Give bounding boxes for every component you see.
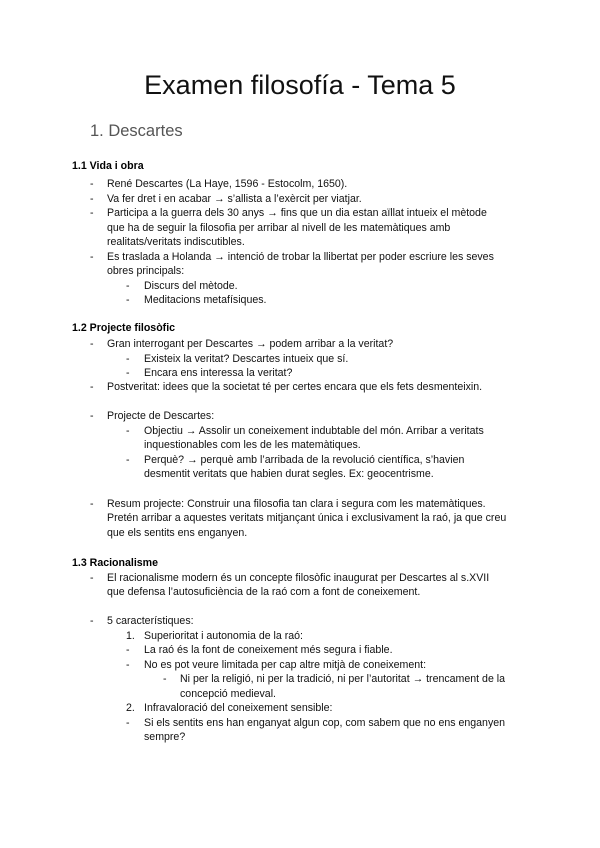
numbered-marker: 1. xyxy=(126,630,135,642)
list-item-continuation: obres principals: xyxy=(107,265,185,277)
sub-list-item: Si els sentits ens han enganyat algun cop, com sabem que no ens enganyen xyxy=(144,717,506,729)
sub-list-item-continuation: sempre? xyxy=(144,731,186,743)
list-item: Va fer dret i en acabar → s’allista a l’exèrcit per viatjar. xyxy=(107,193,362,205)
sub-list-item: La raó és la font de coneixement més segura i fiable. xyxy=(144,644,393,656)
subsection-heading-projecte: 1.2 Projecte filosòfic xyxy=(72,322,176,334)
subsection-heading-vida: 1.1 Vida i obra xyxy=(72,160,144,172)
sub-list-item: Objectiu → Assolir un coneixement indubtable del món. Arribar a veritats xyxy=(144,425,484,437)
sub-list-item: Discurs del mètode. xyxy=(144,280,238,292)
sub-list-item: Perquè? → perquè amb l’arribada de la revolució científica, s’havien xyxy=(144,454,465,466)
list-item-continuation: que defensa l’autosuficiència de la raó com a font de coneixement. xyxy=(107,586,421,598)
sub-sub-list-item-continuation: concepció medieval. xyxy=(180,688,276,700)
sub-list-item-continuation: inquestionables com les de les matemàtiques. xyxy=(144,439,361,451)
list-item-continuation: Pretén arribar a aquestes veritats mitjançant única i exclusivament la raó, ja que creu xyxy=(107,512,507,524)
sub-bullet-marker: - xyxy=(126,644,130,656)
bullet-marker: - xyxy=(90,381,94,393)
list-item: Postveritat: idees que la societat té per certes encara que els fets desmenteixin. xyxy=(107,381,483,393)
bullet-marker: - xyxy=(90,572,94,584)
bullet-marker: - xyxy=(90,178,94,190)
subsection-heading-racionalisme: 1.3 Racionalisme xyxy=(72,557,158,569)
sub-bullet-marker: - xyxy=(126,717,130,729)
list-item-continuation: realitats/veritats indiscutibles. xyxy=(107,236,245,248)
bullet-marker: - xyxy=(90,338,94,350)
list-item: El racionalisme modern és un concepte filosòfic inaugurat per Descartes al s.XVII xyxy=(107,572,490,584)
numbered-item: Infravaloració del coneixement sensible: xyxy=(144,702,333,714)
section-heading: 1. Descartes xyxy=(90,122,183,140)
sub-bullet-marker: - xyxy=(126,659,130,671)
sub-list-item: Existeix la veritat? Descartes intueix que sí. xyxy=(144,353,349,365)
list-item: Es traslada a Holanda → intenció de trobar la llibertat per poder escriure les seves xyxy=(107,251,494,263)
bullet-marker: - xyxy=(90,615,94,627)
sub-list-item: Meditacions metafísiques. xyxy=(144,294,267,306)
list-item: 5 característiques: xyxy=(107,615,194,627)
sub-bullet-marker: - xyxy=(126,294,130,306)
list-item: Projecte de Descartes: xyxy=(107,410,215,422)
sub-bullet-marker: - xyxy=(126,425,130,437)
bullet-marker: - xyxy=(90,410,94,422)
document-title: Examen filosofía - Tema 5 xyxy=(144,70,456,100)
sub-bullet-marker: - xyxy=(126,280,130,292)
sub-bullet-marker: - xyxy=(126,454,130,466)
bullet-marker: - xyxy=(90,193,94,205)
sub-list-item: Encara ens interessa la veritat? xyxy=(144,367,293,379)
sub-bullet-marker: - xyxy=(126,367,130,379)
bullet-marker: - xyxy=(90,207,94,219)
sub-bullet-marker: - xyxy=(126,353,130,365)
list-item-continuation: que ha de seguir la filosofia per arribar al nivell de les matemàtiques amb xyxy=(107,222,451,234)
bullet-marker: - xyxy=(90,251,94,263)
sub-list-item: No es pot veure limitada per cap altre mitjà de coneixement: xyxy=(144,659,427,671)
sub-sub-bullet-marker: - xyxy=(163,673,167,685)
bullet-marker: - xyxy=(90,498,94,510)
sub-sub-list-item: Ni per la religió, ni per la tradició, ni per l’autoritat → trencament de la xyxy=(180,673,506,685)
sub-list-item-continuation: desmentit veritats que habien durat segles. Ex: geocentrisme. xyxy=(144,468,434,480)
list-item: Gran interrogant per Descartes → podem arribar a la veritat? xyxy=(107,338,394,350)
list-item: Resum projecte: Construir una filosofia tan clara i segura com les matemàtiques. xyxy=(107,498,486,510)
numbered-marker: 2. xyxy=(126,702,135,714)
list-item-continuation: que els sentits ens enganyen. xyxy=(107,527,248,539)
numbered-item: Superioritat i autonomia de la raó: xyxy=(144,630,303,642)
list-item: René Descartes (La Haye, 1596 - Estocolm, 1650). xyxy=(107,178,348,190)
list-item: Participa a la guerra dels 30 anys → fins que un dia estan aïllat intueix el mètode xyxy=(107,207,487,219)
